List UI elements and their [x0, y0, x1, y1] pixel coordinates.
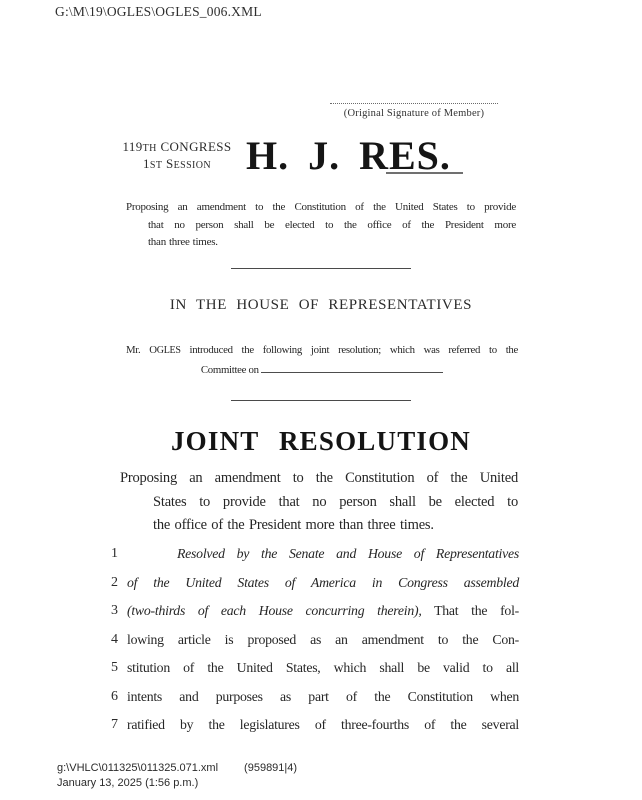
resolution-title: JOINT RESOLUTION — [170, 426, 472, 456]
long-title-line: Proposing an amendment to the Constitution of the United — [120, 470, 518, 486]
line-number: 7 — [111, 717, 118, 732]
footer-doc-id: (959891|4) — [244, 762, 298, 774]
line-number: 5 — [111, 660, 118, 675]
document-filepath: G:\M\19\OGLES\OGLES_006.XML — [55, 4, 262, 19]
official-title-line: that no person shall be elected to the office of the President more — [148, 218, 516, 231]
draft-footer — [57, 761, 297, 790]
bill-line — [100, 575, 519, 604]
line-text: intents and purposes as part of the Constitution when — [127, 688, 519, 704]
line-text: (two-thirds of each House concurring therein), That the fol- — [127, 603, 519, 618]
footer-file-row — [57, 761, 297, 776]
congress-session-block — [112, 139, 242, 173]
bill-line — [100, 689, 519, 718]
line-text: of the United States of America in Congress assembled — [127, 574, 519, 590]
horizontal-rule — [231, 268, 411, 269]
line-text: lowing article is proposed as an amendment to the Con- — [127, 631, 519, 647]
long-title-line: the office of the President more than three times. — [153, 517, 434, 534]
line-number: 3 — [111, 603, 118, 618]
footer-datetime: January 13, 2025 (1:56 p.m.) — [57, 776, 199, 789]
line-number: 1 — [111, 546, 118, 561]
session-line: 1ST SESSION — [142, 156, 212, 171]
introduction-paragraph — [126, 342, 518, 378]
line-text: stitution of the United States, which shall be valid to all — [127, 660, 519, 675]
chamber-heading: IN THE HOUSE OF REPRESENTATIVES — [169, 297, 473, 313]
signature-block — [330, 96, 498, 119]
footer-filepath: g:\VHLC\011325\011325.071.xml — [57, 762, 219, 774]
bill-line — [100, 660, 519, 689]
line-text: ratified by the legislatures of three-fourths of the several — [127, 717, 519, 732]
bill-line — [100, 603, 519, 632]
line-number: 4 — [111, 631, 118, 647]
long-title-paragraph — [120, 467, 518, 538]
introduction-line: Mr. OGLES introduced the following joint resolution; which was referred to the — [126, 344, 518, 356]
signature-dotted-line — [330, 96, 498, 104]
horizontal-rule — [231, 400, 411, 401]
official-title-line: than three times. — [148, 236, 218, 248]
bill-line — [100, 717, 519, 746]
committee-referral-line: Committee on — [126, 362, 518, 378]
signature-caption: (Original Signature of Member) — [343, 108, 485, 119]
bill-line — [100, 632, 519, 661]
long-title-line: States to provide that no person shall be elected to — [153, 493, 518, 510]
bill-line — [100, 546, 519, 575]
line-number: 2 — [111, 574, 118, 590]
congress-line: 119TH CONGRESS — [122, 139, 232, 154]
official-title-paragraph — [126, 199, 516, 252]
line-text: Resolved by the Senate and House of Representatives — [177, 546, 519, 561]
committee-name-blank — [261, 362, 443, 373]
line-number: 6 — [111, 688, 118, 704]
bill-body — [100, 546, 519, 746]
measure-type-heading: H. J. RES. — [246, 133, 451, 178]
measure-number-blank — [386, 172, 463, 174]
official-title-line: Proposing an amendment to the Constitution of the United States to provide — [126, 201, 516, 213]
